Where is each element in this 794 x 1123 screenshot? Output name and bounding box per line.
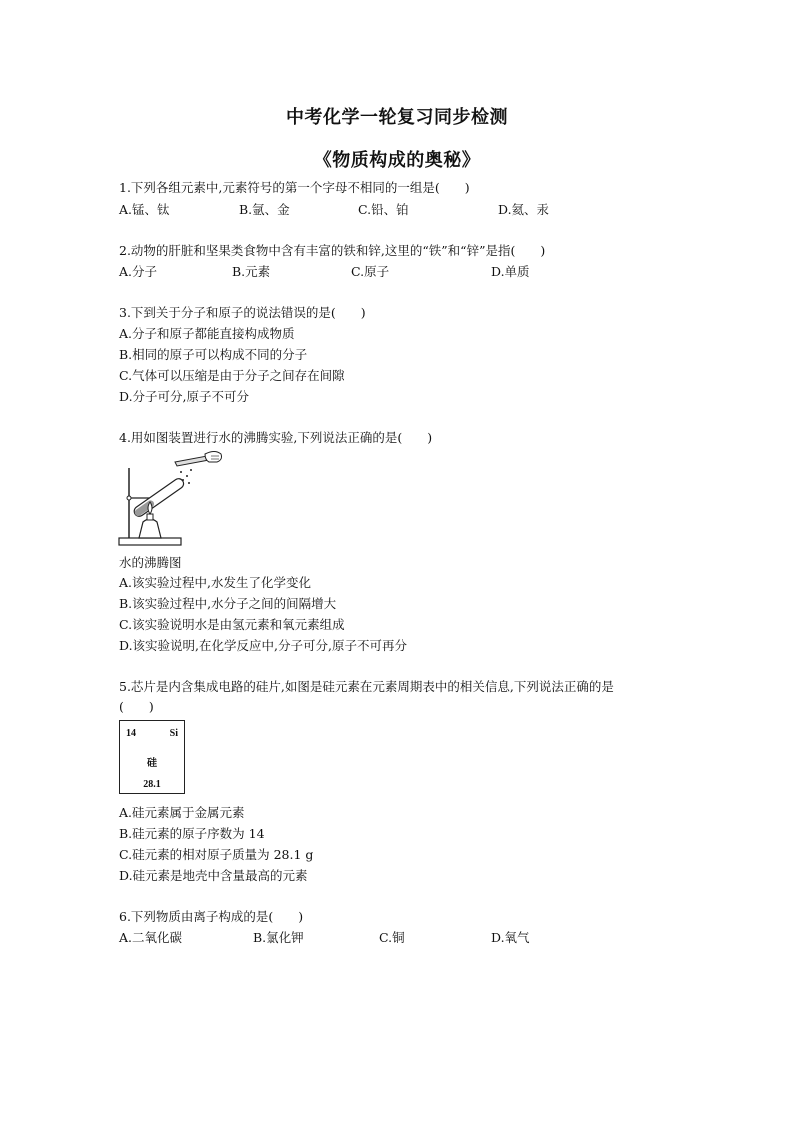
question-3-option-a: A.分子和原子都能直接构成物质	[119, 326, 295, 341]
question-5-option-a: A.硅元素属于金属元素	[119, 805, 245, 820]
question-2-option-a: A.分子	[119, 264, 158, 279]
question-4-option-d: D.该实验说明,在化学反应中,分子可分,原子不可再分	[119, 638, 407, 653]
question-2-option-d: D.单质	[491, 264, 530, 279]
page-subtitle: 《物质构成的奥秘》	[313, 150, 481, 171]
question-1-option-a: A.锰、钛	[119, 202, 170, 217]
question-1-option-d: D.氦、汞	[498, 202, 550, 217]
question-1-option-b: B.氩、金	[239, 202, 290, 217]
question-6-option-b: B.氯化钾	[253, 930, 304, 945]
question-1-option-c: C.铅、铂	[358, 202, 409, 217]
question-4-option-b: B.该实验过程中,水分子之间的间隔增大	[119, 596, 337, 611]
question-5-option-c: C.硅元素的相对原子质量为 28.1 g	[119, 847, 314, 862]
element-name: 硅	[147, 758, 157, 769]
question-3-option-c: C.气体可以压缩是由于分子之间存在间隙	[119, 368, 345, 383]
question-2-option-b: B.元素	[232, 264, 271, 279]
question-2-option-c: C.原子	[351, 264, 390, 279]
element-atomic-mass: 28.1	[143, 779, 161, 790]
question-5-stem: 5.芯片是内含集成电路的硅片,如图是硅元素在元素周期表中的相关信息,下列说法正确的是	[119, 679, 614, 694]
question-5-option-b: B.硅元素的原子序数为 14	[119, 826, 265, 841]
question-6-option-d: D.氧气	[491, 930, 530, 945]
page-title: 中考化学一轮复习同步检测	[286, 107, 508, 128]
question-3-option-b: B.相同的原子可以构成不同的分子	[119, 347, 308, 362]
question-6-option-c: C.铜	[379, 930, 405, 945]
element-tile-si	[119, 720, 185, 794]
question-3-stem: 3.下到关于分子和原子的说法错误的是( )	[119, 305, 366, 320]
question-1-stem: 1.下列各组元素中,元素符号的第一个字母不相同的一组是( )	[119, 180, 470, 195]
question-4-option-a: A.该实验过程中,水发生了化学变化	[119, 575, 311, 590]
question-6-option-a: A.二氧化碳	[119, 930, 183, 945]
question-4-option-c: C.该实验说明水是由氢元素和氧元素组成	[119, 617, 345, 632]
question-2-stem: 2.动物的肝脏和坚果类食物中含有丰富的铁和锌,这里的“铁”和“锌”是指( )	[119, 243, 546, 258]
element-atomic-number: 14	[126, 728, 136, 739]
question-5-option-d: D.硅元素是地壳中含量最高的元素	[119, 868, 308, 883]
question-4-stem: 4.用如图装置进行水的沸腾实验,下列说法正确的是( )	[119, 430, 433, 445]
boiling-apparatus-illustration	[117, 450, 227, 550]
question-4-figure-caption: 水的沸腾图	[119, 555, 182, 570]
question-3-option-d: D.分子可分,原子不可分	[119, 389, 250, 404]
question-5-stem-cont: ( )	[119, 699, 154, 714]
element-symbol: Si	[169, 728, 178, 739]
question-6-stem: 6.下列物质由离子构成的是( )	[119, 909, 304, 924]
